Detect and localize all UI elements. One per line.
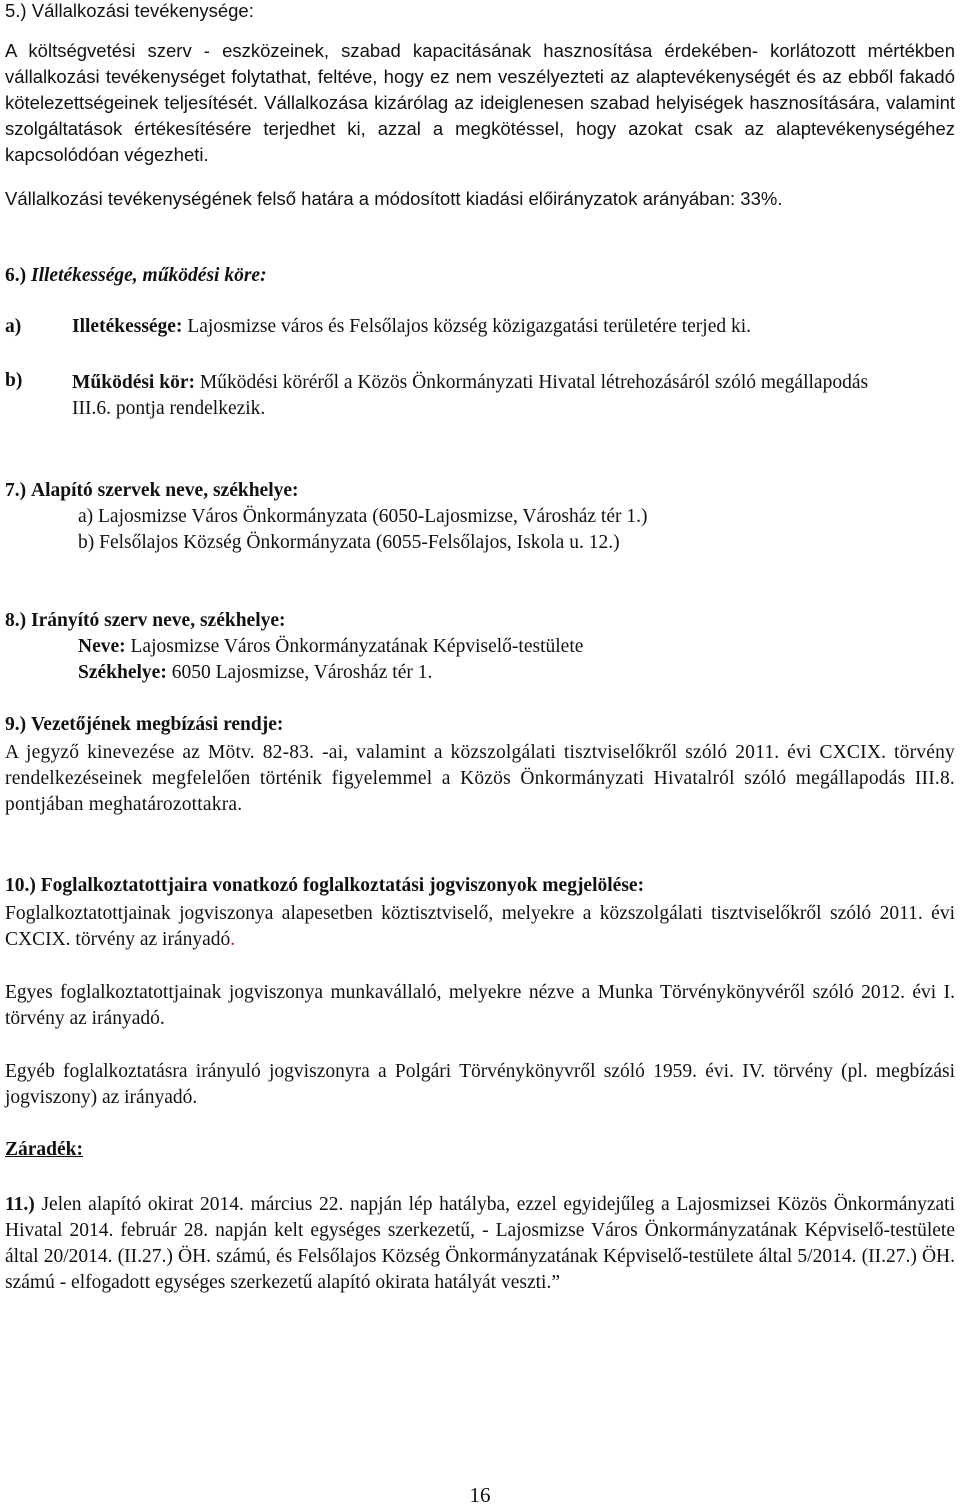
section-9-paragraph: A jegyző kinevezése az Mötv. 82-83. -ai, valamint a közszolgálati tisztviselőkről szóló 2011. évi CXCIX. törvény rendelkezéseinek megfelelően történik figyelemmel a Közös Önkormányzati Hivatalról szóló megállapodás III.8. pontjában meghatározottakra. (5, 742, 955, 815)
section-7-title: Alapító szervek neve, székhelye: (31, 480, 299, 501)
section-6-heading (5, 265, 955, 287)
section-11-paragraph (5, 1192, 955, 1296)
seat-value: 6050 Lajosmizse, Városház tér 1. (166, 662, 433, 683)
item-b-label: b) (5, 370, 23, 391)
section-9-heading (5, 714, 955, 736)
section-11-text: Jelen alapító okirat 2014. március 22. napján lép hatályba, ezzel egyidejűleg a Lajosmizsei Közös Önkormányzati Hivatal 2014. február 28. napján kelt egységes szerkezetű, - Lajosmizse Város Önkormányzatának Képviselő-testülete által 20/2014. (II.27.) ÖH. számú, és Felsőlajos Község Önkormányzatának Képviselő-testülete által 5/2014. (II.27.) ÖH. számú - elfogadott egységes szerkezetű alapító okirata hatályát veszti.” (5, 1194, 955, 1293)
section-8-heading (5, 610, 955, 632)
section-10-number: 10.) (5, 875, 36, 896)
section-5-heading: 5.) Vállalkozási tevékenysége: (5, 0, 254, 21)
section-5-limit-paragraph: Vállalkozási tevékenységének felső határa a módosított kiadási előirányzatok arányában: 33%. (5, 188, 783, 209)
item-b-text (72, 370, 892, 422)
section-8-number: 8.) (5, 610, 27, 631)
item-b-body: Működési köréről a Közös Önkormányzati Hivatal létrehozásáról szóló megállapodás III.6. pontja rendelkezik. (72, 372, 869, 419)
section-7-heading (5, 480, 955, 502)
section-10-paragraph-1 (5, 901, 955, 953)
section-7-founder-a: a) Lajosmizse Város Önkormányzata (6050-Lajosmizse, Városház tér 1.) (78, 506, 648, 527)
name-label: Neve: (78, 636, 126, 657)
section-8-title: Irányító szerv neve, székhelye: (31, 610, 286, 631)
page-number: 16 (469, 1483, 491, 1507)
section-8-name (5, 636, 960, 658)
item-b-bold: Működési kör: (72, 372, 195, 393)
item-a-bold: Illetékessége: (72, 316, 183, 337)
p1-text: Foglalkoztatottjainak jogviszonya alapesetben köztisztviselő, melyekre a közszolgálati tisztviselőkről szóló 2011. évi CXCIX. törvény az irányadó (5, 903, 955, 950)
clause-heading: Záradék: (5, 1139, 83, 1160)
section-9-title: Vezetőjének megbízási rendje: (31, 714, 284, 735)
seat-label: Székhelye: (78, 662, 167, 683)
item-a-text (72, 316, 952, 338)
section-9-number: 9.) (5, 714, 27, 735)
section-11-number: 11.) (5, 1194, 35, 1215)
item-a-body: Lajosmizse város és Felsőlajos község közigazgatási területére terjed ki. (182, 316, 752, 337)
section-10-title: Foglalkoztatottjaira vonatkozó foglalkoztatási jogviszonyok megjelölése: (40, 875, 645, 896)
section-6-number: 6.) (5, 265, 27, 286)
section-10-heading (5, 875, 955, 897)
section-10-paragraph-3: Egyéb foglalkoztatásra irányuló jogviszonyra a Polgári Törvénykönyvről szóló 1959. évi. IV. törvény (pl. megbízási jogviszony) az irányadó. (5, 1061, 955, 1108)
section-7-number: 7.) (5, 480, 27, 501)
section-7-founder-b: b) Felsőlajos Község Önkormányzata (6055-Felsőlajos, Iskola u. 12.) (78, 532, 620, 553)
p1-dot: . (230, 929, 236, 950)
name-value: Lajosmizse Város Önkormányzatának Képviselő-testülete (125, 636, 584, 657)
section-6-title: Illetékessége, működési köre: (31, 265, 267, 286)
section-8-seat (5, 662, 960, 684)
item-a-label: a) (5, 316, 22, 337)
section-10-paragraph-2: Egyes foglalkoztatottjainak jogviszonya munkavállaló, melyekre nézve a Munka Törvénykönyvéről szóló 2012. évi I. törvény az irányadó. (5, 982, 955, 1029)
section-5-paragraph: A költségvetési szerv - eszközeinek, szabad kapacitásának hasznosítása érdekében- korlátozott mértékben vállalkozási tevékenységet folytathat, feltéve, hogy ez nem veszélyezteti az alaptevékenységét és az ebből fakadó kötelezettségeinek teljesítését. Vállalkozása kizárólag az ideiglenesen szabad helyiségek hasznosítására, valamint szolgáltatások értékesítésére terjedhet ki, azzal a megkötéssel, hogy azokat csak az alaptevékenységéhez kapcsolódóan végezheti. (5, 40, 955, 165)
